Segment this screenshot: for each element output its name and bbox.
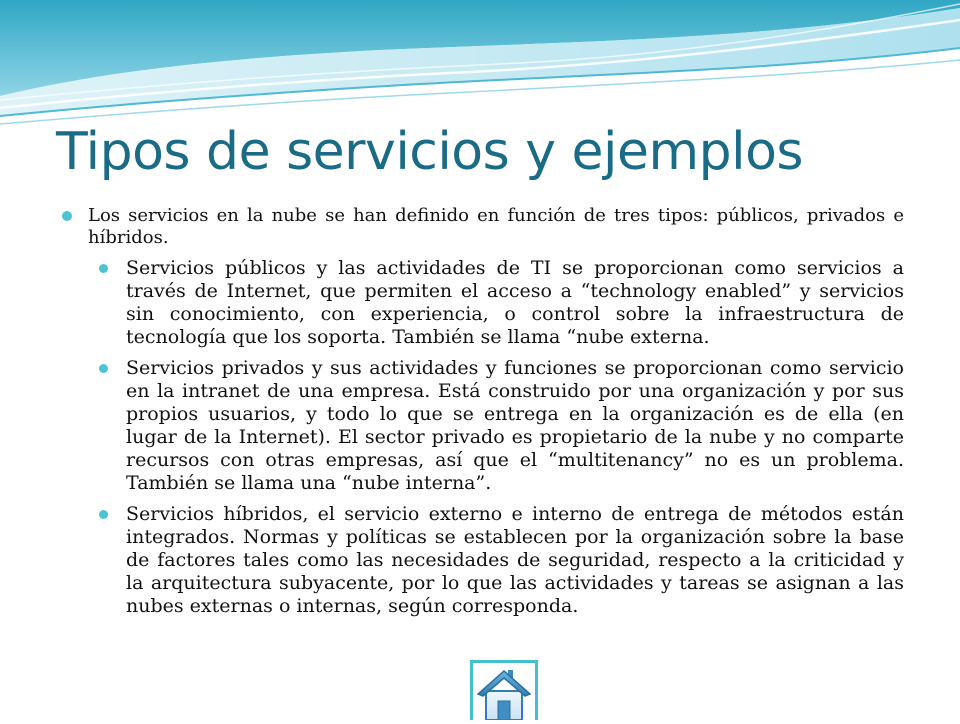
- slide-title: Tipos de servicios y ejemplos: [56, 122, 803, 182]
- list-item-private: [99, 357, 904, 495]
- list-item-text: Servicios públicos y las actividades de TI se proporcionan como servicios a través de Internet, que permiten el acceso a “technology enabled” y servicios sin conocimiento, con experiencia, o control sobre la infraestructura de tecnología que los soporta. También se llama “nube externa.: [126, 257, 904, 348]
- list-item-public: [99, 257, 904, 349]
- list-item-hybrid: [99, 503, 904, 618]
- intro-paragraph: [62, 205, 904, 249]
- list-item-text: Servicios privados y sus actividades y funciones se proporcionan como servicio en la intranet de una empresa. Está construido por una organización y por sus propios usuarios, y todo lo que se entrega en la organización es de ella (en lugar de la Internet). El sector privado es propietario de la nube y no comparte recursos con otras empresas, así que el “multitenancy” no es un problema. También se llama una “nube interna”.: [126, 357, 904, 494]
- header-wave-decoration: [0, 0, 960, 130]
- home-button[interactable]: [470, 660, 538, 720]
- bullet-icon: [99, 364, 108, 373]
- bullet-icon: [62, 211, 72, 221]
- home-icon: [473, 663, 535, 720]
- bullet-icon: [99, 510, 108, 519]
- list-item-text: Servicios híbridos, el servicio externo e interno de entrega de métodos están integrados. Normas y políticas se establecen por la organización sobre la base de factores tales como las necesidades de seguridad, respecto a la criticidad y la arquitectura subyacente, por lo que las actividades y tareas se asignan a las nubes externas o internas, según corresponda.: [126, 503, 904, 617]
- bullet-icon: [99, 264, 108, 273]
- slide-content: [62, 205, 904, 618]
- intro-text: Los servicios en la nube se han definido en función de tres tipos: públicos, privados e híbridos.: [88, 205, 904, 248]
